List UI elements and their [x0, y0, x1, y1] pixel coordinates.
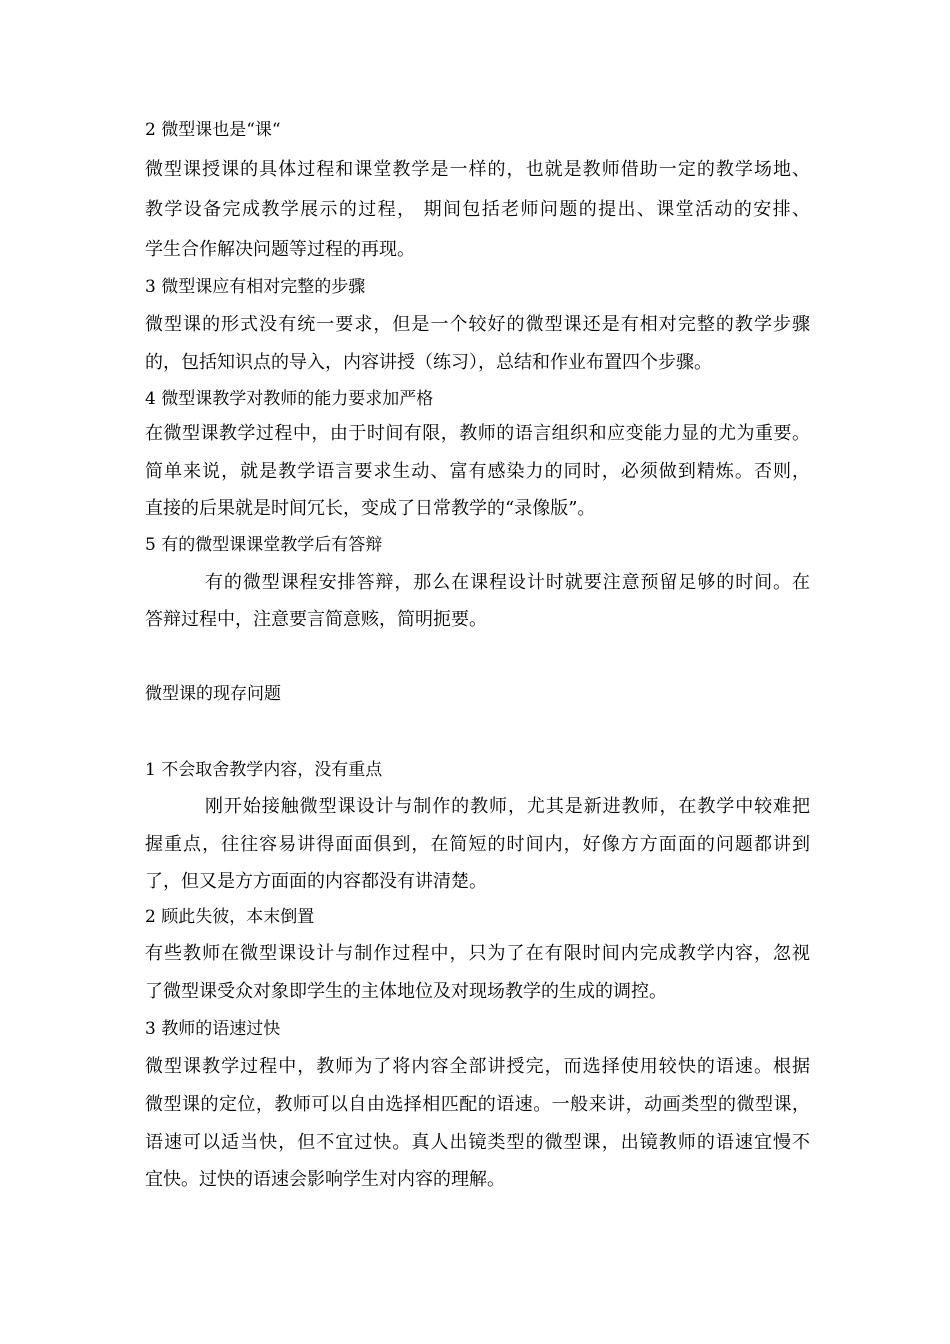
paragraph-line: 学生合作解决问题等过程的再现。 [145, 239, 415, 260]
paragraph-line: 微型课教学过程中，教师为了将内容全部讲授完，而选择使用较快的语速。根据 [145, 1056, 810, 1077]
paragraph-line: 微型课授课的具体过程和课堂教学是一样的，也就是教师借助一定的教学场地、 [145, 159, 810, 180]
paragraph-line: 语速可以适当快，但不宜过快。真人出镜类型的微型课，出镜教师的语速宜慢不 [145, 1132, 810, 1153]
paragraph-line: 有的微型课程安排答辩，那么在课程设计时就要注意预留足够的时间。在 [205, 572, 810, 593]
paragraph-line: 简单来说，就是教学语言要求生动、富有感染力的同时，必须做到精炼。否则， [145, 461, 810, 482]
paragraph-line: 答辩过程中，注意要言简意赅，简明扼要。 [145, 609, 487, 630]
paragraph-line: 刚开始接触微型课设计与制作的教师，尤其是新进教师，在教学中较难把 [205, 796, 810, 817]
paragraph-line: 了，但又是方方面面的内容都没有讲清楚。 [145, 871, 487, 892]
paragraph-line: 了微型课受众对象即学生的主体地位及对现场教学的生成的调控。 [145, 981, 667, 1002]
paragraph-line: 直接的后果就是时间冗长，变成了日常教学的“录像版”。 [145, 498, 596, 519]
paragraph-line: 宜快。过快的语速会影响学生对内容的理解。 [145, 1169, 505, 1190]
section-heading: 3 教师的语速过快 [145, 1019, 281, 1039]
section-heading: 1 不会取舍教学内容，没有重点 [145, 760, 383, 780]
section-heading: 5 有的微型课课堂教学后有答辩 [145, 535, 383, 555]
paragraph-line: 握重点，往往容易讲得面面俱到，在简短的时间内，好像方方面面的问题都讲到 [145, 834, 810, 855]
section-heading: 2 微型课也是“课“ [145, 120, 281, 140]
section-heading: 3 微型课应有相对完整的步骤 [145, 277, 366, 297]
paragraph-line: 微型课的形式没有统一要求，但是一个较好的微型课还是有相对完整的教学步骤 [145, 314, 810, 335]
section-title: 微型课的现存问题 [145, 684, 281, 704]
section-heading: 2 顾此失彼，本末倒置 [145, 907, 315, 927]
paragraph-line: 有些教师在微型课设计与制作过程中，只为了在有限时间内完成教学内容，忽视 [145, 943, 810, 964]
paragraph-line: 的，包括知识点的导入，内容讲授（练习），总结和作业布置四个步骤。 [145, 352, 712, 373]
section-heading: 4 微型课教学对教师的能力要求加严格 [145, 389, 434, 409]
paragraph-line: 微型课的定位，教师可以自由选择相匹配的语速。一般来讲，动画类型的微型课， [145, 1094, 810, 1115]
paragraph-line: 教学设备完成教学展示的过程， 期间包括老师问题的提出、课堂活动的安排、 [145, 199, 810, 220]
paragraph-line: 在微型课教学过程中，由于时间有限，教师的语言组织和应变能力显的尤为重要。 [145, 423, 810, 444]
